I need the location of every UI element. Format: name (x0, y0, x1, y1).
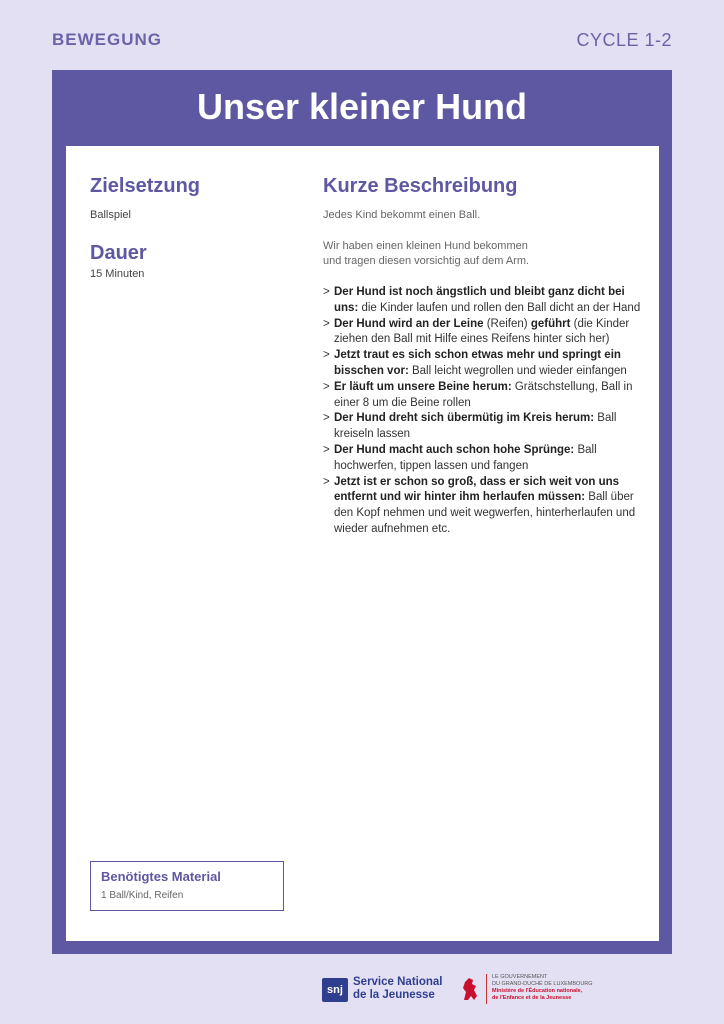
page-title: Unser kleiner Hund (196, 86, 528, 127)
list-item: > Er läuft um unsere Beine herum: Grätschstellung, Ball in einer 8 um die Beine rollen (323, 380, 633, 409)
material-box (90, 861, 284, 911)
goal-heading: Zielsetzung (90, 175, 201, 197)
top-bar (52, 30, 672, 54)
goal-value: Ballspiel (90, 209, 131, 221)
cycle-label: CYCLE 1-2 (576, 30, 672, 50)
right-column (323, 174, 643, 538)
description-intro: Jedes Kind bekommt einen Ball. (323, 209, 481, 221)
footer (0, 970, 724, 1010)
activity-card-frame (52, 70, 672, 954)
government-name: LE GOUVERNEMENT DU GRAND-DUCHÉ DE LUXEMBOURG Ministère de l'Éducation nationale, de l'Enfance et de la Jeunesse (492, 974, 593, 1001)
list-item: > Der Hund ist noch ängstlich und bleibt ganz dicht bei uns: die Kinder laufen und rollen den Ball dicht an der Hand (323, 286, 641, 314)
list-item: > Jetzt traut es sich schon etwas mehr und springt ein bisschen vor: Ball leicht wegrollen und wieder einfangen (323, 349, 627, 377)
footer-divider (486, 974, 487, 1004)
list-item: > Der Hund macht auch schon hohe Sprünge: Ball hochwerfen, tippen lassen und fangen (323, 443, 597, 472)
description-story (323, 239, 643, 269)
list-item: > Jetzt ist er schon so groß, dass er sich weit von uns entfernt und wir hinter ihm herlaufen müssen: Ball über den Kopf nehmen und weit wegwerfen, hinterherlaufen und wieder aufnehmen etc. (323, 475, 636, 535)
category-label: BEWEGUNG (52, 30, 162, 49)
sjn-name: Service National de la Jeunesse (353, 976, 443, 1001)
arrow-icon: > (323, 380, 330, 393)
lion-crest-icon (459, 974, 481, 1004)
activity-card (66, 146, 659, 941)
steps-list (323, 285, 643, 538)
material-value: 1 Ball/Kind, Reifen (101, 890, 184, 901)
arrow-icon: > (323, 412, 330, 425)
arrow-icon: > (323, 443, 330, 456)
material-heading: Benötigtes Material (101, 869, 221, 884)
description-story-line: und tragen diesen vorsichtig auf dem Arm. (323, 255, 530, 267)
duration-heading: Dauer (90, 242, 147, 264)
description-heading: Kurze Beschreibung (323, 175, 518, 197)
description-story-line: Wir haben einen kleinen Hund bekommen (323, 240, 528, 252)
arrow-icon: > (323, 475, 330, 488)
duration-value: 15 Minuten (90, 268, 145, 280)
list-item: > Der Hund wird an der Leine (Reifen) geführt (die Kinder ziehen den Ball mit Hilfe eines Reifens hinter sich her) (323, 317, 630, 346)
list-item: > Der Hund dreht sich übermütig im Kreis herum: Ball kreiseln lassen (323, 412, 617, 441)
left-column (90, 174, 290, 282)
sjn-logo-icon: snj (322, 978, 348, 1002)
arrow-icon: > (323, 349, 330, 362)
arrow-icon: > (323, 317, 330, 330)
arrow-icon: > (323, 286, 330, 298)
